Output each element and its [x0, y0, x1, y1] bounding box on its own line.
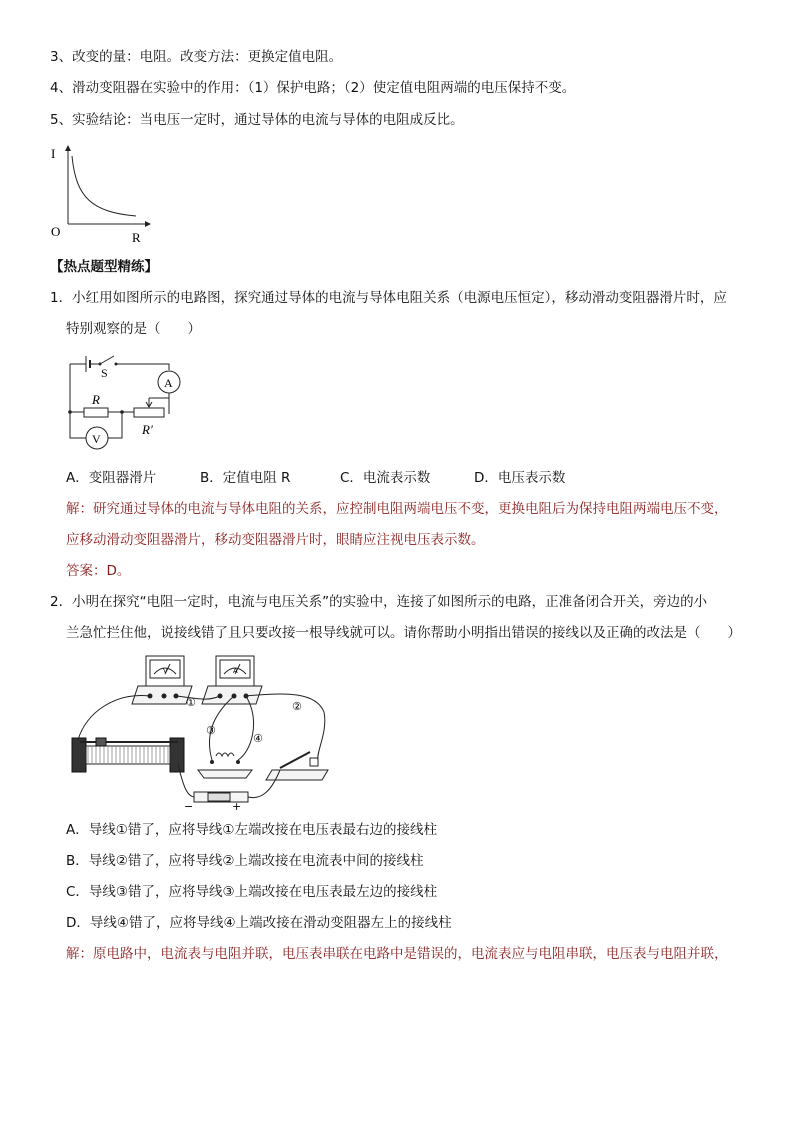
q1-stem-line-1: 1．小红用如图所示的电路图，探究通过导体的电流与导体电阻关系（电源电压恒定），移动滑动变阻器滑片时，应: [50, 290, 727, 306]
switch-label: S: [101, 366, 108, 380]
rheostat-symbol: [134, 408, 164, 417]
q2-option-b[interactable]: B．导线②错了，应将导线②上端改接在电流表中间的接线柱: [66, 853, 424, 869]
q1-solution-line-1: 解：研究通过导体的电流与导体电阻的关系，应控制电阻两端电压不变，更换电阻后为保持电阻两端电压不变，: [66, 501, 728, 517]
q2-option-d[interactable]: D．导线④错了，应将导线④上端改接在滑动变阻器左上的接线柱: [66, 915, 452, 931]
i-r-graph: [48, 140, 158, 246]
q2-solution-line-1: 解：原电路中，电流表与电阻并联，电压表串联在电路中是错误的，电流表应与电阻串联，电压表与电阻并联，: [66, 946, 728, 962]
summary-line-5: 5、实验结论：当电压一定时，通过导体的电流与导体的电阻成反比。: [50, 112, 464, 128]
rheostat-label: R′: [142, 422, 153, 437]
wire-2-label: ②: [292, 700, 302, 713]
battery-plus: +: [232, 800, 242, 813]
switch-device: [266, 752, 328, 780]
inverse-curve: [72, 156, 136, 216]
q1-option-b[interactable]: B．定值电阻 R: [200, 470, 291, 486]
resistor-label: R: [92, 392, 100, 407]
q2-circuit-figure: [66, 652, 356, 812]
summary-line-4: 4、滑动变阻器在实验中的作用：（1）保护电路；（2）使定值电阻两端的电压保持不变。: [50, 80, 576, 96]
switch-symbol: [100, 356, 114, 364]
q2-stem-line-1: 2．小明在探究“电阻一定时，电流与电压关系”的实验中，连接了如图所示的电路，正准备闭合开关，旁边的小: [50, 594, 708, 610]
battery-device: [184, 792, 248, 813]
voltmeter-label: V: [92, 432, 101, 446]
battery-minus: −: [184, 800, 194, 813]
q2-option-a[interactable]: A．导线①错了，应将导线①左端改接在电压表最右边的接线柱: [66, 822, 437, 838]
q1-option-a[interactable]: A．变阻器滑片: [66, 470, 157, 486]
wire-1-label: ①: [186, 696, 196, 709]
q2-stem-line-2: 兰急忙拦住他，说接线错了且只要改接一根导线就可以。请你帮助小明指出错误的接线以及正确的改法是（ ）: [66, 625, 741, 641]
section-title: 【热点题型精练】: [50, 259, 158, 275]
y-axis-label: I: [51, 146, 56, 161]
q1-option-c[interactable]: C．电流表示数: [340, 470, 431, 486]
q1-option-d[interactable]: D．电压表示数: [474, 470, 566, 486]
summary-line-3: 3、改变的量：电阻。改变方法：更换定值电阻。: [50, 49, 343, 65]
resistor-symbol: [84, 408, 108, 417]
q1-solution-line-2: 应移动滑动变阻器滑片，移动变阻器滑片时，眼睛应注视电压表示数。: [66, 532, 485, 548]
wire-3-label: ③: [206, 724, 216, 737]
origin-label: O: [51, 224, 61, 239]
wire-4-label: ④: [253, 732, 263, 745]
voltmeter-glyph: V: [163, 668, 168, 675]
resistor-device: [198, 753, 252, 778]
ammeter-label: A: [164, 376, 173, 390]
rheostat-device: [72, 738, 184, 772]
q1-circuit-diagram: [62, 350, 202, 456]
q2-option-c[interactable]: C．导线③错了，应将导线③上端改接在电压表最左边的接线柱: [66, 884, 438, 900]
ammeter-device: [202, 656, 262, 704]
q1-answer: 答案：D。: [66, 563, 131, 579]
ammeter-glyph: A: [233, 668, 238, 675]
x-axis-label: R: [132, 230, 141, 245]
q1-stem-line-2: 特别观察的是（ ）: [66, 321, 201, 337]
